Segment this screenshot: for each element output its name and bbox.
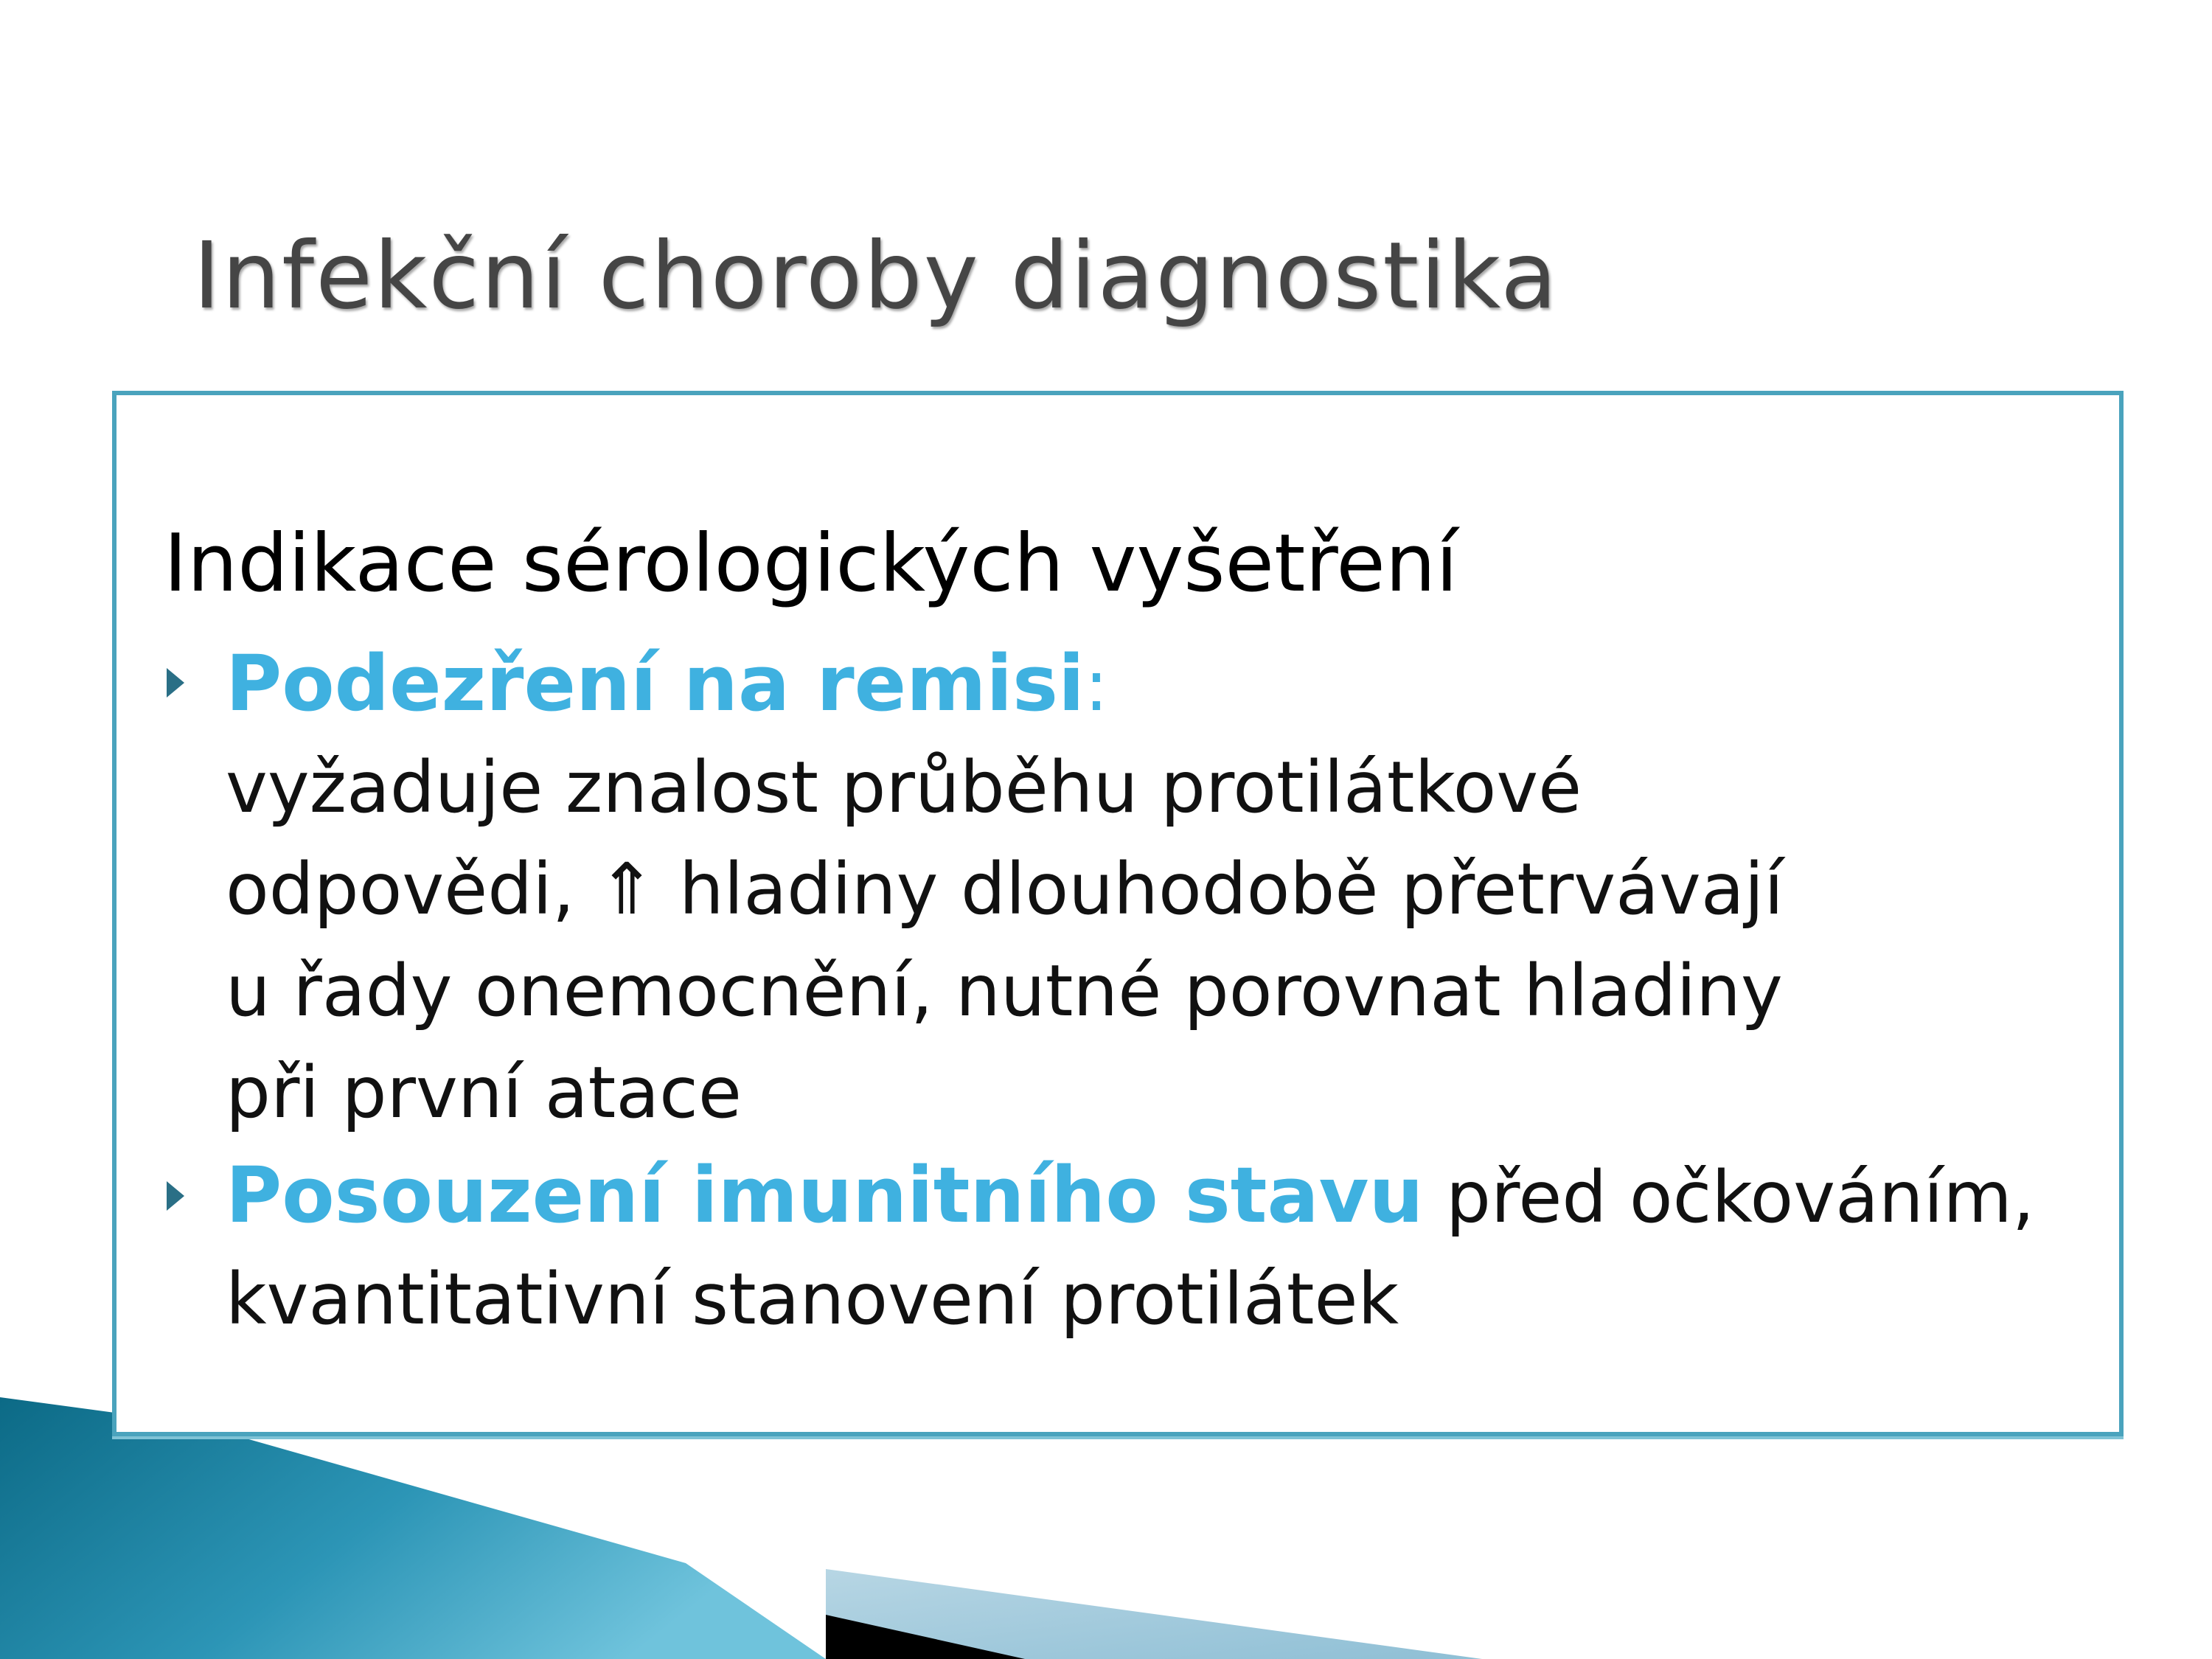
bullet-text-line: kvantitativní stanovení protilátek bbox=[226, 1258, 1399, 1340]
bullet-arrow-icon bbox=[167, 668, 184, 698]
bullet-lead: Posouzení imunitního stavu bbox=[226, 1150, 1424, 1240]
bullet-text-line: odpovědi, ⇑ hladiny dlouhodobě přetrvávají bbox=[226, 848, 1784, 931]
bullet-first-line bbox=[226, 1144, 2034, 1248]
bullet-text-line: u řady onemocnění, nutné porovnat hladiny bbox=[226, 950, 1783, 1032]
section-heading: Indikace sérologických vyšetření bbox=[164, 518, 1458, 610]
bullet-item-remission bbox=[226, 633, 1784, 1144]
bullet-lead: Podezření na remisi bbox=[226, 639, 1085, 728]
slide-title: Infekční choroby diagnostika bbox=[193, 223, 1559, 330]
bullet-first-line bbox=[226, 633, 1784, 737]
bullet-text-line: při první atace bbox=[226, 1051, 742, 1134]
bullet-text-line: vyžaduje znalost průběhu protilátkové bbox=[226, 746, 1582, 829]
bullet-arrow-icon bbox=[167, 1181, 184, 1211]
bullet-item-immunity bbox=[226, 1144, 2034, 1350]
bullet-rest: před očkováním, bbox=[1423, 1156, 2035, 1239]
bullet-colon: : bbox=[1084, 644, 1109, 727]
